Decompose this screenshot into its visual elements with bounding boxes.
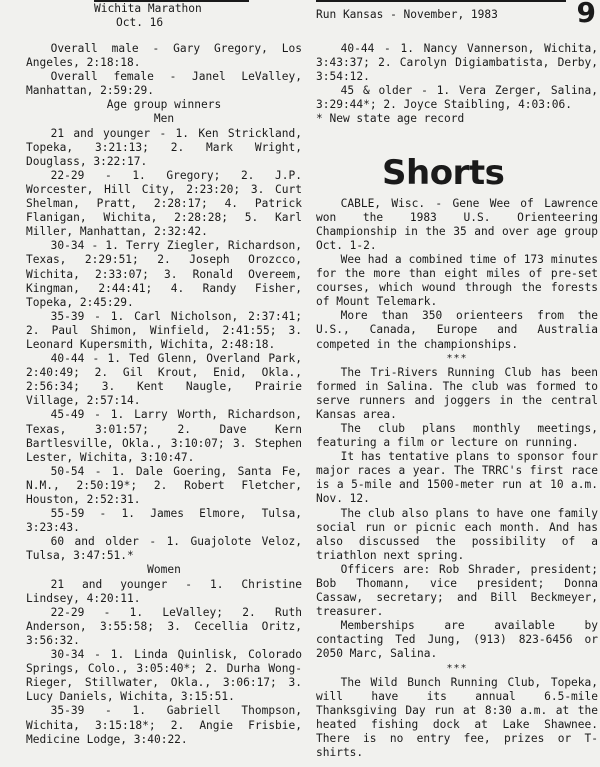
paragraph: The Wild Bunch Running Club, Topeka, will have its annual 6.5-mile Thanksgiving Day run at 8:30 a.m. at the heated fishing dock at Lake Shawnee. There is no entry fee, prizes or T-shirts.	[316, 675, 598, 760]
paragraph: The club plans monthly meetings, featuring a film or lecture on running.	[316, 421, 598, 450]
paragraph: 40-44 - 1. Nancy Vannerson, Wichita, 3:43:37; 2. Carolyn Digiambatista, Derby, 3:54:12.	[316, 42, 598, 84]
left-header	[26, 0, 302, 30]
paragraph: Overall female - Janel LeValley, Manhattan, 2:59:29.	[26, 70, 302, 98]
paragraph: 21 and younger - 1. Ken Strickland, Topeka, 3:21:13; 2. Mark Wright, Douglass, 3:22:17.	[26, 126, 302, 168]
paragraph: 30-34 - 1. Linda Quinlisk, Colorado Springs, Colo., 3:05:40*; 2. Durha Wong-Rieger, Stillwater, Okla., 3:06:17; 3. Lucy Daniels, Wichita, 3:15:51.	[26, 648, 302, 704]
results-continued	[316, 42, 598, 127]
paragraph: Overall male - Gary Gregory, Los Angeles, 2:18:18.	[26, 42, 302, 70]
paragraph: 22-29 - 1. Gregory; 2. J.P. Worcester, Hill City, 2:23:20; 3. Curt Shelman, Pratt, 2:28:17; 4. Patrick Flanigan, Wichita, 2:28:28; 5. Karl Miller, Manhattan, 2:32:42.	[26, 168, 302, 239]
paragraph: 30-34 - 1. Terry Ziegler, Richardson, Texas, 2:29:51; 2. Joseph Orozcco, Wichita, 2:33:07; 3. Ronald Overeem, Kingman, 2:44:41; 4. Randy Fisher, Topeka, 2:45:29.	[26, 239, 302, 309]
event-title: Wichita Marathon	[94, 0, 249, 16]
section-divider: ***	[446, 662, 468, 674]
results-list	[26, 42, 302, 747]
paragraph: CABLE, Wisc. - Gene Wee of Lawrence won the 1983 U.S. Orienteering Championship in the 35 and over age group Oct. 1-2.	[316, 196, 598, 252]
paragraph: It has tentative plans to sponsor four major races a year. The TRRC's first race is a 5-mile and 1500-meter run at 10 a.m. Nov. 12.	[316, 450, 598, 506]
paragraph: Officers are: Rob Shrader, president; Bob Thomann, vice president; Donna Cassaw, secretary; and Bill Beckmeyer, treasurer.	[316, 562, 598, 619]
page-number: 9	[576, 0, 596, 29]
section-heading: Age group winners	[106, 98, 222, 112]
section-heading: Women	[147, 563, 181, 577]
paragraph: The club also plans to have one family social run or picnic each month. And has also discussed the possibility of a triathlon next spring.	[316, 506, 598, 562]
paragraph: Memberships are available by contacting Ted Jung, (913) 823-6456 or 2050 Marc, Salina.	[316, 619, 598, 661]
shorts-articles	[316, 197, 598, 761]
paragraph: 40-44 - 1. Ted Glenn, Overland Park, 2:40:49; 2. Gil Krout, Enid, Okla., 2:56:34; 3. Kent Naugle, Prairie Village, 2:57:14.	[26, 352, 302, 408]
paragraph: 50-54 - 1. Dale Goering, Santa Fe, N.M., 2:50:19*; 2. Robert Fletcher, Houston, 2:52:31.	[26, 464, 302, 506]
paragraph: 45 & older - 1. Vera Zerger, Salina, 3:29:44*; 2. Joyce Staibling, 4:03:06.	[316, 84, 598, 112]
paragraph: 35-39 - 1. Gabriell Thompson, Wichita, 3:15:18*; 2. Angie Frisbie, Medicine Lodge, 3:40:22.	[26, 704, 302, 746]
paragraph: 21 and younger - 1. Christine Lindsey, 4:20:11.	[26, 577, 302, 605]
shorts-heading: Shorts	[382, 152, 505, 193]
paragraph: Wee had a combined time of 173 minutes for the more than eight miles of pre-set courses, which wound through the forests of Mount Telemark.	[316, 252, 598, 309]
left-column	[26, 0, 302, 747]
paragraph: 35-39 - 1. Carl Nicholson, 2:37:41; 2. Paul Shimon, Winfield, 2:41:55; 3. Leonard Kupersmith, Wichita, 2:48:18.	[26, 309, 302, 351]
running-header: Run Kansas - November, 1983	[316, 8, 498, 21]
paragraph: 45-49 - 1. Larry Worth, Richardson, Texas, 3:01:57; 2. Dave Kern Bartlesville, Okla., 3:10:07; 3. Stephen Lester, Wichita, 3:10:47.	[26, 408, 302, 464]
right-column	[316, 0, 598, 760]
paragraph: 60 and older - 1. Guajolote Veloz, Tulsa, 3:47:51.*	[26, 535, 302, 563]
paragraph: 22-29 - 1. LeValley; 2. Ruth Anderson, 3:55:58; 3. Cecellia Oritz, 3:56:32.	[26, 605, 302, 647]
right-header	[316, 0, 596, 38]
paragraph: The Tri-Rivers Running Club has been formed in Salina. The club was formed to serve runners and joggers in the central Kansas area.	[316, 365, 598, 421]
paragraph: More than 350 orienteers from the U.S., Canada, Europe and Australia competed in the championships.	[316, 309, 598, 351]
section-divider: ***	[446, 352, 468, 364]
section-heading: Men	[153, 112, 175, 126]
event-date: Oct. 16	[116, 16, 164, 29]
paragraph: 55-59 - 1. James Elmore, Tulsa, 3:23:43.	[26, 507, 302, 535]
paragraph: * New state age record	[316, 112, 465, 126]
